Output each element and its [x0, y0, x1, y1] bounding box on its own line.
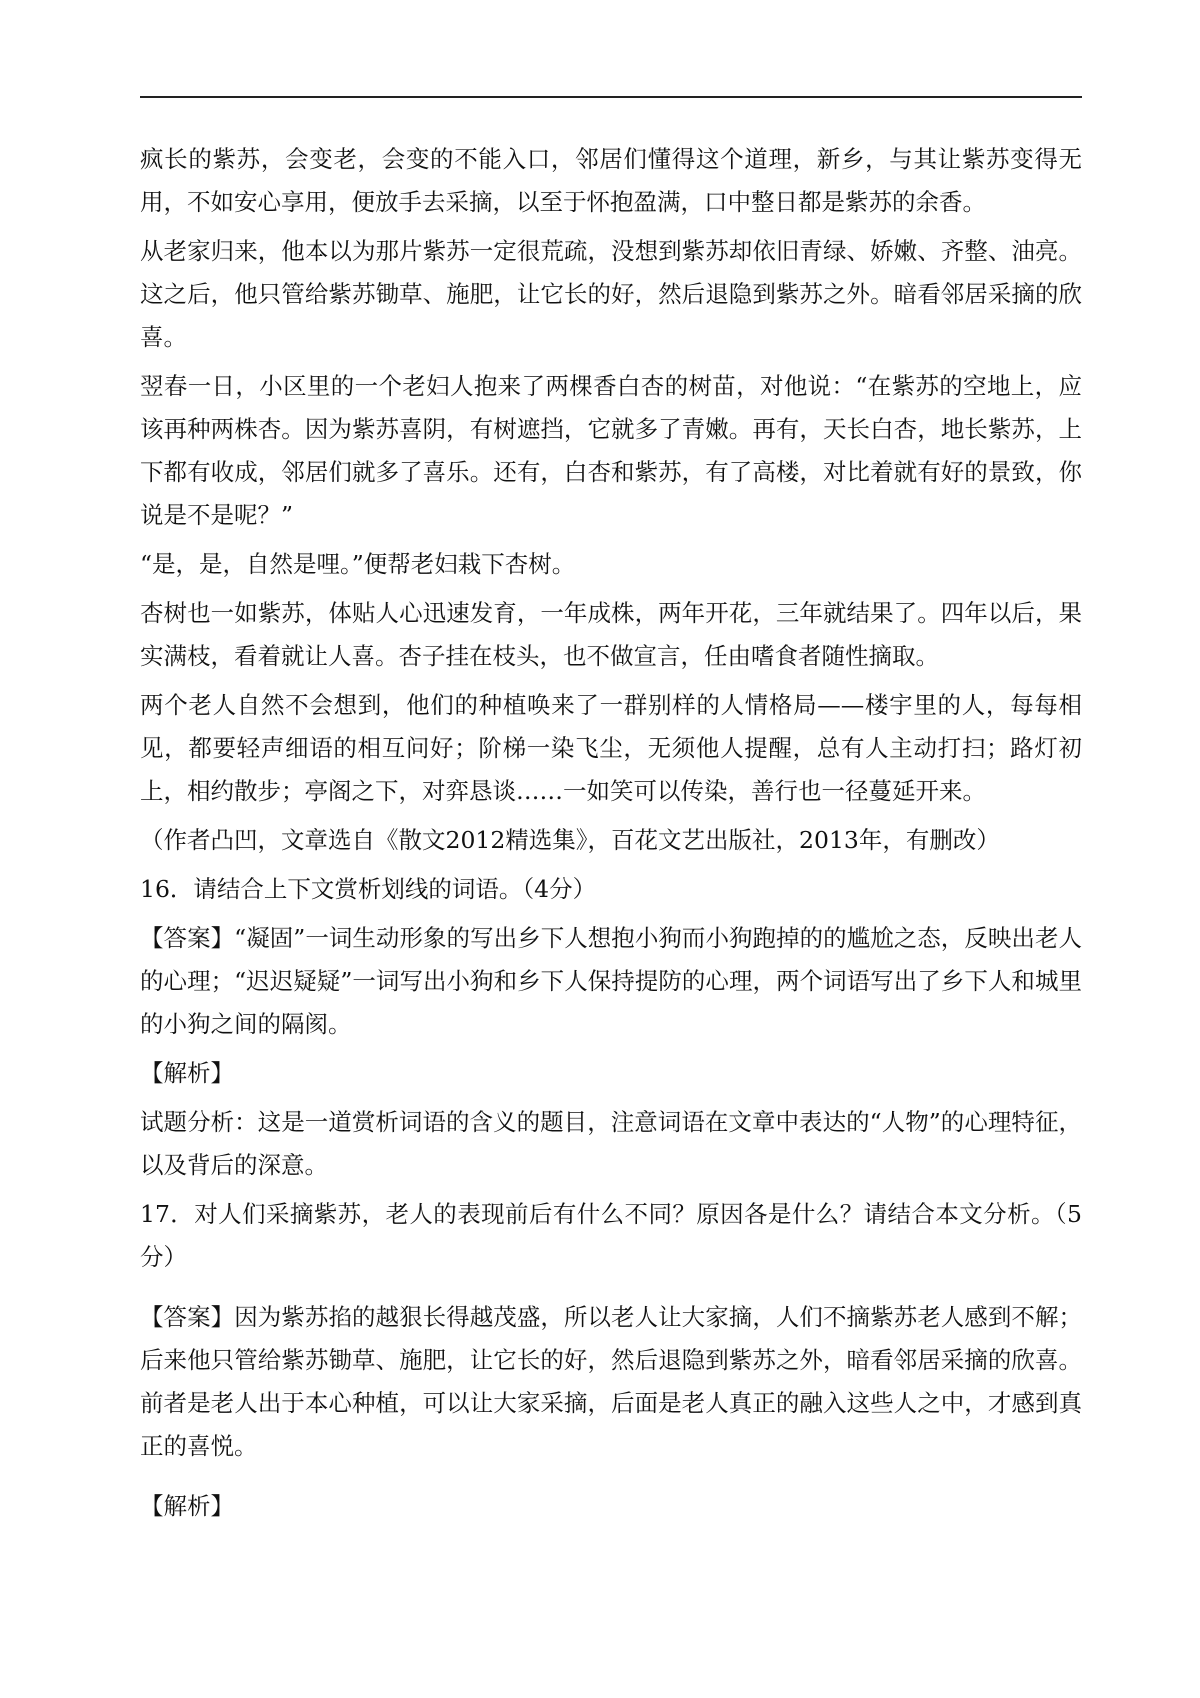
passage-paragraph-4: “是，是，自然是哩。”便帮老妇栽下杏树。	[140, 550, 576, 578]
analysis-17-label: 【解析】	[140, 1492, 234, 1520]
passage-paragraph-3: 翌春一日，小区里的一个老妇人抱来了两棵香白杏的树苗，对他说：“在紫苏的空地上，应该再种两株杏。因为紫苏喜阴，有树遮挡，它就多了青嫩。再有，天长白杏，地长紫苏，上下都有收成，邻居们就多了喜乐。还有，白杏和紫苏，有了高楼，对比着就有好的景致，你说是不是呢？”	[140, 372, 1082, 529]
source-citation: （作者凸凹，文章选自《散文2012精选集》，百花文艺出版社，2013年，有删改）	[140, 826, 1000, 854]
analysis-16-label: 【解析】	[140, 1059, 234, 1087]
passage-paragraph-1: 疯长的紫苏，会变老，会变的不能入口，邻居们懂得这个道理，新乡，与其让紫苏变得无用，不如安心享用，便放手去采摘，以至于怀抱盈满，口中整日都是紫苏的余香。	[140, 145, 1082, 216]
passage-paragraph-5: 杏树也一如紫苏，体贴人心迅速发育，一年成株，两年开花，三年就结果了。四年以后，果实满枝，看着就让人喜。杏子挂在枝头，也不做宣言，任由嗜食者随性摘取。	[140, 599, 1082, 670]
analysis-16-text: 试题分析：这是一道赏析词语的含义的题目，注意词语在文章中表达的“人物”的心理特征，以及背后的深意。	[140, 1108, 1082, 1179]
document-body	[140, 138, 1082, 1534]
spacer	[140, 1285, 1082, 1296]
answer-16: 【答案】“凝固”一词生动形象的写出乡下人想抱小狗而小狗跑掉的的尴尬之态，反映出老人的心理；“迟迟疑疑”一词写出小狗和乡下人保持提防的心理，两个词语写出了乡下人和城里的小狗之间的隔阂。	[140, 924, 1082, 1038]
question-17: 17．对人们采摘紫苏，老人的表现前后有什么不同？原因各是什么？请结合本文分析。（5分）	[140, 1200, 1082, 1271]
header-rule	[140, 96, 1082, 98]
question-16: 16．请结合上下文赏析划线的词语。（4分）	[140, 875, 597, 903]
passage-paragraph-2: 从老家归来，他本以为那片紫苏一定很荒疏，没想到紫苏却依旧青绿、娇嫩、齐整、油亮。这之后，他只管给紫苏锄草、施肥，让它长的好，然后退隐到紫苏之外。暗看邻居采摘的欣喜。	[140, 237, 1082, 351]
answer-17: 【答案】因为紫苏掐的越狠长得越茂盛，所以老人让大家摘，人们不摘紫苏老人感到不解；后来他只管给紫苏锄草、施肥，让它长的好，然后退隐到紫苏之外，暗看邻居采摘的欣喜。前者是老人出于本心种植，可以让大家采摘，后面是老人真正的融入这些人之中，才感到真正的喜悦。	[140, 1303, 1082, 1460]
spacer	[140, 1474, 1082, 1485]
passage-paragraph-6: 两个老人自然不会想到，他们的种植唤来了一群别样的人情格局——楼宇里的人，每每相见，都要轻声细语的相互问好；阶梯一染飞尘，无须他人提醒，总有人主动打扫；路灯初上，相约散步；亭阁之下，对弈恳谈……一如笑可以传染，善行也一径蔓延开来。	[140, 691, 1082, 805]
